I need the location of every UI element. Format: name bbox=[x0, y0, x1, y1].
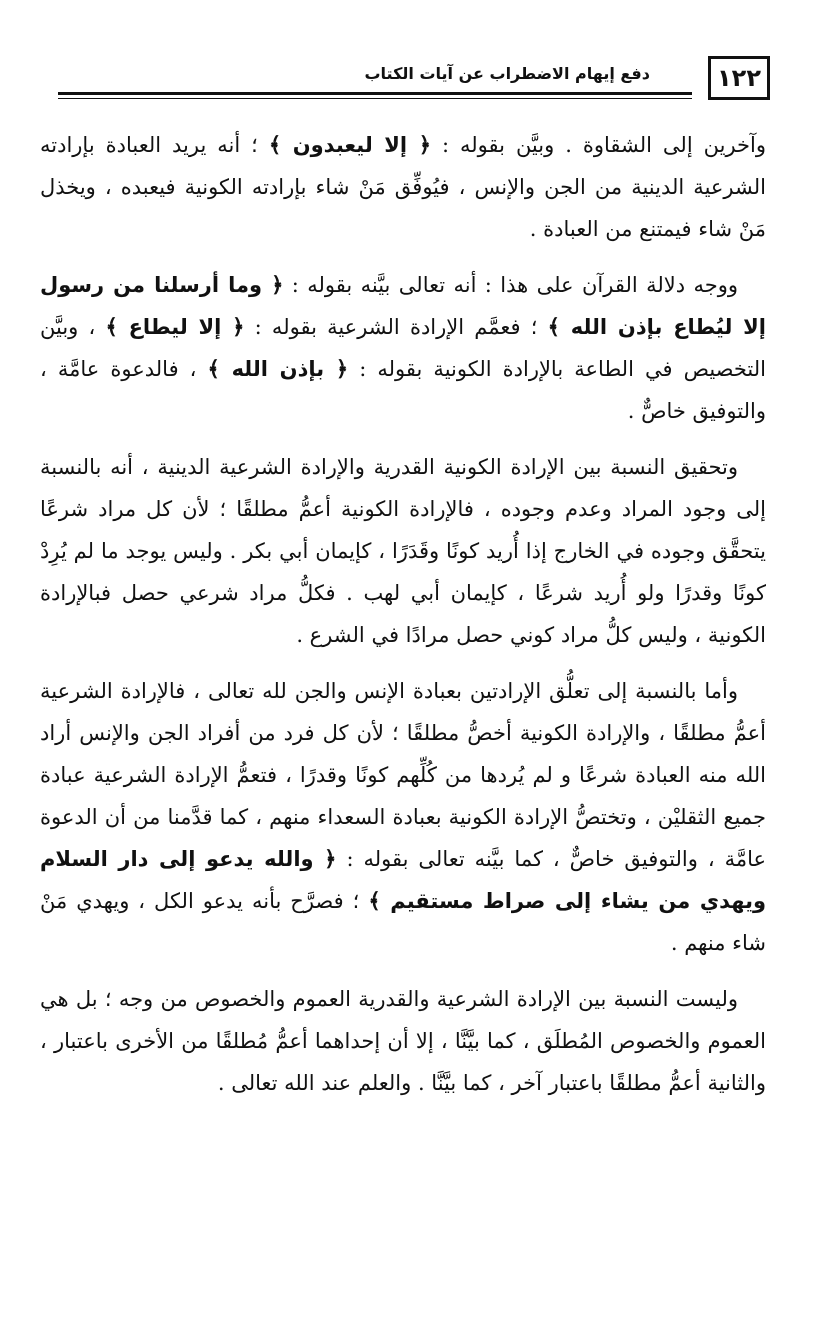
quran-quote: ﴿ إلا ليعبدون ﴾ bbox=[268, 133, 432, 157]
paragraph bbox=[40, 978, 766, 1104]
page-number: ١٢٢ bbox=[708, 56, 770, 100]
quran-quote: ﴿ وما أرسلنا من رسول إلا ليُطاع بإذن الله ﴾ bbox=[40, 273, 767, 339]
text-segment: وتحقيق النسبة بين الإرادة الكونية القدرية والإرادة الشرعية الدينية ، أنه بالنسبة إلى وجود المراد وعدم وجوده ، فالإرادة الكونية أعمُّ مطلقًا ؛ لأن كل مراد شرعًا يتحقَّق وجوده في الخارج إذا أُريد كونًا وقَدَرًا ، كإيمان أبي بكر . وليس يوجد ما لم يُرِدْ كونًا وقدرًا ولو أُريد شرعًا ، كإيمان أبي لهب . فكلُّ مراد شرعي حصل فبالإرادة الكونية ، وليس كلُّ مراد كوني حصل مرادًا في الشرع . bbox=[40, 455, 766, 647]
text-segment: وأما بالنسبة إلى تعلُّق الإرادتين بعبادة الإنس والجن لله تعالى ، فالإرادة الشرعية أعمُّ مطلقًا ، والإرادة الكونية أخصُّ مطلقًا ؛ لأن كل فرد من أفراد الجن والإنس أراد الله منه العبادة شرعًا و لم يُردها من كُلِّهم كونًا وقدرًا ، فتعمُّ الإرادة الشرعية عبادة جميع الثقليْن ، وتختصُّ الإرادة الكونية بعبادة السعداء منهم ، كما قدَّمنا من أن الدعوة عامَّة ، والتوفيق خاصٌّ ، كما بيَّنه تعالى بقوله : bbox=[40, 679, 767, 871]
paragraph bbox=[40, 446, 766, 656]
text-segment: ، فالدعوة عامَّة ، والتوفيق خاصٌّ . bbox=[40, 357, 766, 423]
page-header bbox=[30, 56, 770, 116]
quran-quote: ﴿ والله يدعو إلى دار السلام ويهدي من يشاء إلى صراط مستقيم ﴾ bbox=[40, 847, 767, 913]
quran-quote: ﴿ إلا ليطاع ﴾ bbox=[105, 315, 245, 339]
text-segment: وآخرين إلى الشقاوة . وبيَّن بقوله : bbox=[431, 133, 766, 157]
paragraph bbox=[40, 264, 766, 432]
quran-quote: ﴿ بإذن الله ﴾ bbox=[207, 357, 349, 381]
text-segment: وليست النسبة بين الإرادة الشرعية والقدرية العموم والخصوص من وجه ؛ بل هي العموم والخصوص المُطلَق ، كما بيَّنَّا ، إلا أن إحداهما أعمُّ مُطلقًا من الأخرى باعتبار ، والثانية أعمُّ مطلقًا باعتبار آخر ، كما بيَّنَّا . والعلم عند الله تعالى . bbox=[40, 987, 766, 1095]
running-title: دفع إيهام الاضطراب عن آيات الكتاب bbox=[364, 64, 650, 83]
body-text bbox=[40, 124, 766, 1118]
text-segment: ووجه دلالة القرآن على هذا : أنه تعالى بيَّنه بقوله : bbox=[283, 273, 738, 297]
text-segment: ، وبيَّن التخصيص في الطاعة بالإرادة الكونية بقوله : bbox=[40, 315, 766, 381]
header-rule-thick bbox=[58, 92, 692, 95]
paragraph bbox=[40, 670, 766, 964]
text-segment: ؛ أنه يريد العبادة بإرادته الشرعية الدينية من الجن والإنس ، فيُوفِّق مَنْ شاء بإرادته الكونية فيعبده ، ويخذل مَنْ شاء فيمتنع من العبادة . bbox=[40, 133, 766, 241]
text-segment: ؛ فعمَّم الإرادة الشرعية بقوله : bbox=[244, 315, 548, 339]
header-rule-thin bbox=[58, 98, 692, 99]
paragraph bbox=[40, 124, 766, 250]
text-segment: ؛ فصرَّح بأنه يدعو الكل ، ويهدي مَنْ شاء منهم . bbox=[40, 889, 766, 955]
